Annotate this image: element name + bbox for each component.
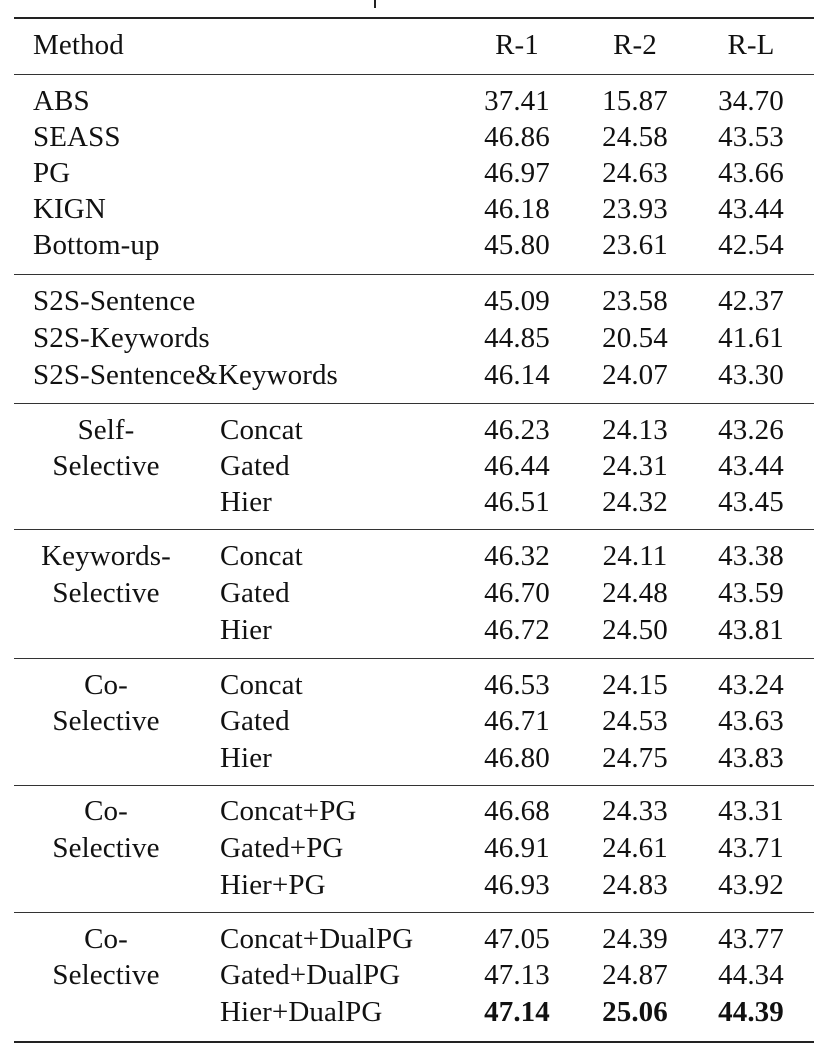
method-cell: PG	[33, 157, 71, 189]
table-bottom-rule	[14, 1041, 814, 1043]
r1-cell: 37.41	[484, 85, 550, 117]
group-label-line1: Co-	[84, 669, 128, 701]
r2-cell: 24.31	[602, 450, 668, 482]
variant-cell: Hier	[220, 486, 272, 518]
variant-cell: Gated	[220, 705, 290, 737]
r1-cell: 45.09	[484, 285, 550, 317]
r1-cell: 46.93	[484, 869, 550, 901]
r1-cell: 46.53	[484, 669, 550, 701]
group-label-line1: Co-	[84, 923, 128, 955]
r1-cell: 46.23	[484, 414, 550, 446]
r2-cell: 24.48	[602, 577, 668, 609]
variant-cell: Concat+DualPG	[220, 923, 414, 955]
variant-cell: Concat	[220, 669, 303, 701]
rl-cell: 43.24	[718, 669, 784, 701]
r2-cell: 23.58	[602, 285, 668, 317]
section-separator-rule	[14, 403, 814, 404]
r1-cell: 44.85	[484, 322, 550, 354]
variant-cell: Gated+DualPG	[220, 959, 401, 991]
variant-cell: Gated+PG	[220, 832, 344, 864]
header-r1: R-1	[495, 29, 539, 61]
method-cell: SEASS	[33, 121, 121, 153]
group-label-line1: Self-	[77, 414, 135, 446]
rl-cell: 43.44	[718, 193, 784, 225]
rl-cell: 34.70	[718, 85, 784, 117]
rl-cell: 44.34	[718, 959, 784, 991]
r1-cell: 46.18	[484, 193, 550, 225]
rl-cell: 41.61	[718, 322, 784, 354]
rl-cell: 43.71	[718, 832, 784, 864]
r1-cell: 46.86	[484, 121, 550, 153]
r1-cell: 46.51	[484, 486, 550, 518]
method-cell: ABS	[33, 85, 90, 117]
rl-cell: 43.81	[718, 614, 784, 646]
section-separator-rule	[14, 912, 814, 913]
method-cell: S2S-Sentence&Keywords	[33, 359, 338, 391]
r1-cell: 46.14	[484, 359, 550, 391]
group-label-line2: Selective	[52, 705, 160, 737]
header-rl: R-L	[727, 29, 775, 61]
variant-cell: Hier+DualPG	[220, 996, 383, 1028]
r1-cell: 46.97	[484, 157, 550, 189]
r2-cell: 20.54	[602, 322, 668, 354]
rl-cell: 43.59	[718, 577, 784, 609]
section-separator-rule	[14, 274, 814, 275]
r1-cell: 46.32	[484, 540, 550, 572]
rl-cell: 43.53	[718, 121, 784, 153]
r2-cell: 24.53	[602, 705, 668, 737]
rl-best-cell: 44.39	[718, 996, 784, 1028]
rl-cell: 43.63	[718, 705, 784, 737]
variant-cell: Hier	[220, 614, 272, 646]
rl-cell: 43.92	[718, 869, 784, 901]
r1-cell: 46.44	[484, 450, 550, 482]
rl-cell: 43.44	[718, 450, 784, 482]
r2-cell: 24.11	[602, 540, 668, 572]
variant-cell: Hier+PG	[220, 869, 326, 901]
r2-cell: 24.50	[602, 614, 668, 646]
cropped-caption-mark	[374, 0, 376, 8]
rl-cell: 43.77	[718, 923, 784, 955]
r1-cell: 46.80	[484, 742, 550, 774]
rl-cell: 43.45	[718, 486, 784, 518]
section-separator-rule	[14, 529, 814, 530]
variant-cell: Concat	[220, 414, 303, 446]
rl-cell: 43.26	[718, 414, 784, 446]
rl-cell: 43.83	[718, 742, 784, 774]
r1-cell: 46.70	[484, 577, 550, 609]
method-cell: Bottom-up	[33, 229, 160, 261]
variant-cell: Gated	[220, 450, 290, 482]
r1-cell: 45.80	[484, 229, 550, 261]
r2-cell: 24.33	[602, 795, 668, 827]
r2-cell: 24.13	[602, 414, 668, 446]
r2-cell: 24.63	[602, 157, 668, 189]
header-r2: R-2	[613, 29, 657, 61]
table-top-rule	[14, 17, 814, 19]
group-label-line1: Co-	[84, 795, 128, 827]
r2-cell: 24.39	[602, 923, 668, 955]
r1-cell: 46.68	[484, 795, 550, 827]
r2-cell: 15.87	[602, 85, 668, 117]
r1-cell: 46.91	[484, 832, 550, 864]
group-label-line2: Selective	[52, 450, 160, 482]
rl-cell: 43.30	[718, 359, 784, 391]
r2-cell: 24.58	[602, 121, 668, 153]
rl-cell: 43.38	[718, 540, 784, 572]
r2-cell: 24.61	[602, 832, 668, 864]
rl-cell: 42.54	[718, 229, 784, 261]
r1-cell: 47.05	[484, 923, 550, 955]
variant-cell: Hier	[220, 742, 272, 774]
r1-cell: 47.13	[484, 959, 550, 991]
r1-cell: 46.72	[484, 614, 550, 646]
variant-cell: Concat+PG	[220, 795, 357, 827]
section-separator-rule	[14, 658, 814, 659]
r2-cell: 23.93	[602, 193, 668, 225]
header-method: Method	[33, 29, 124, 61]
r2-cell: 24.32	[602, 486, 668, 518]
header-separator-rule	[14, 74, 814, 75]
group-label-line2: Selective	[52, 577, 160, 609]
r2-cell: 24.83	[602, 869, 668, 901]
group-label-line1: Keywords-	[41, 540, 171, 572]
group-label-line2: Selective	[52, 959, 160, 991]
r2-cell: 24.07	[602, 359, 668, 391]
r2-cell: 23.61	[602, 229, 668, 261]
rl-cell: 43.66	[718, 157, 784, 189]
method-cell: S2S-Keywords	[33, 322, 210, 354]
method-cell: KIGN	[33, 193, 106, 225]
method-cell: S2S-Sentence	[33, 285, 196, 317]
variant-cell: Concat	[220, 540, 303, 572]
section-separator-rule	[14, 785, 814, 786]
r2-cell: 24.15	[602, 669, 668, 701]
r2-cell: 24.75	[602, 742, 668, 774]
rl-cell: 42.37	[718, 285, 784, 317]
group-label-line2: Selective	[52, 832, 160, 864]
r2-best-cell: 25.06	[602, 996, 668, 1028]
rl-cell: 43.31	[718, 795, 784, 827]
r1-best-cell: 47.14	[484, 996, 550, 1028]
r1-cell: 46.71	[484, 705, 550, 737]
r2-cell: 24.87	[602, 959, 668, 991]
variant-cell: Gated	[220, 577, 290, 609]
